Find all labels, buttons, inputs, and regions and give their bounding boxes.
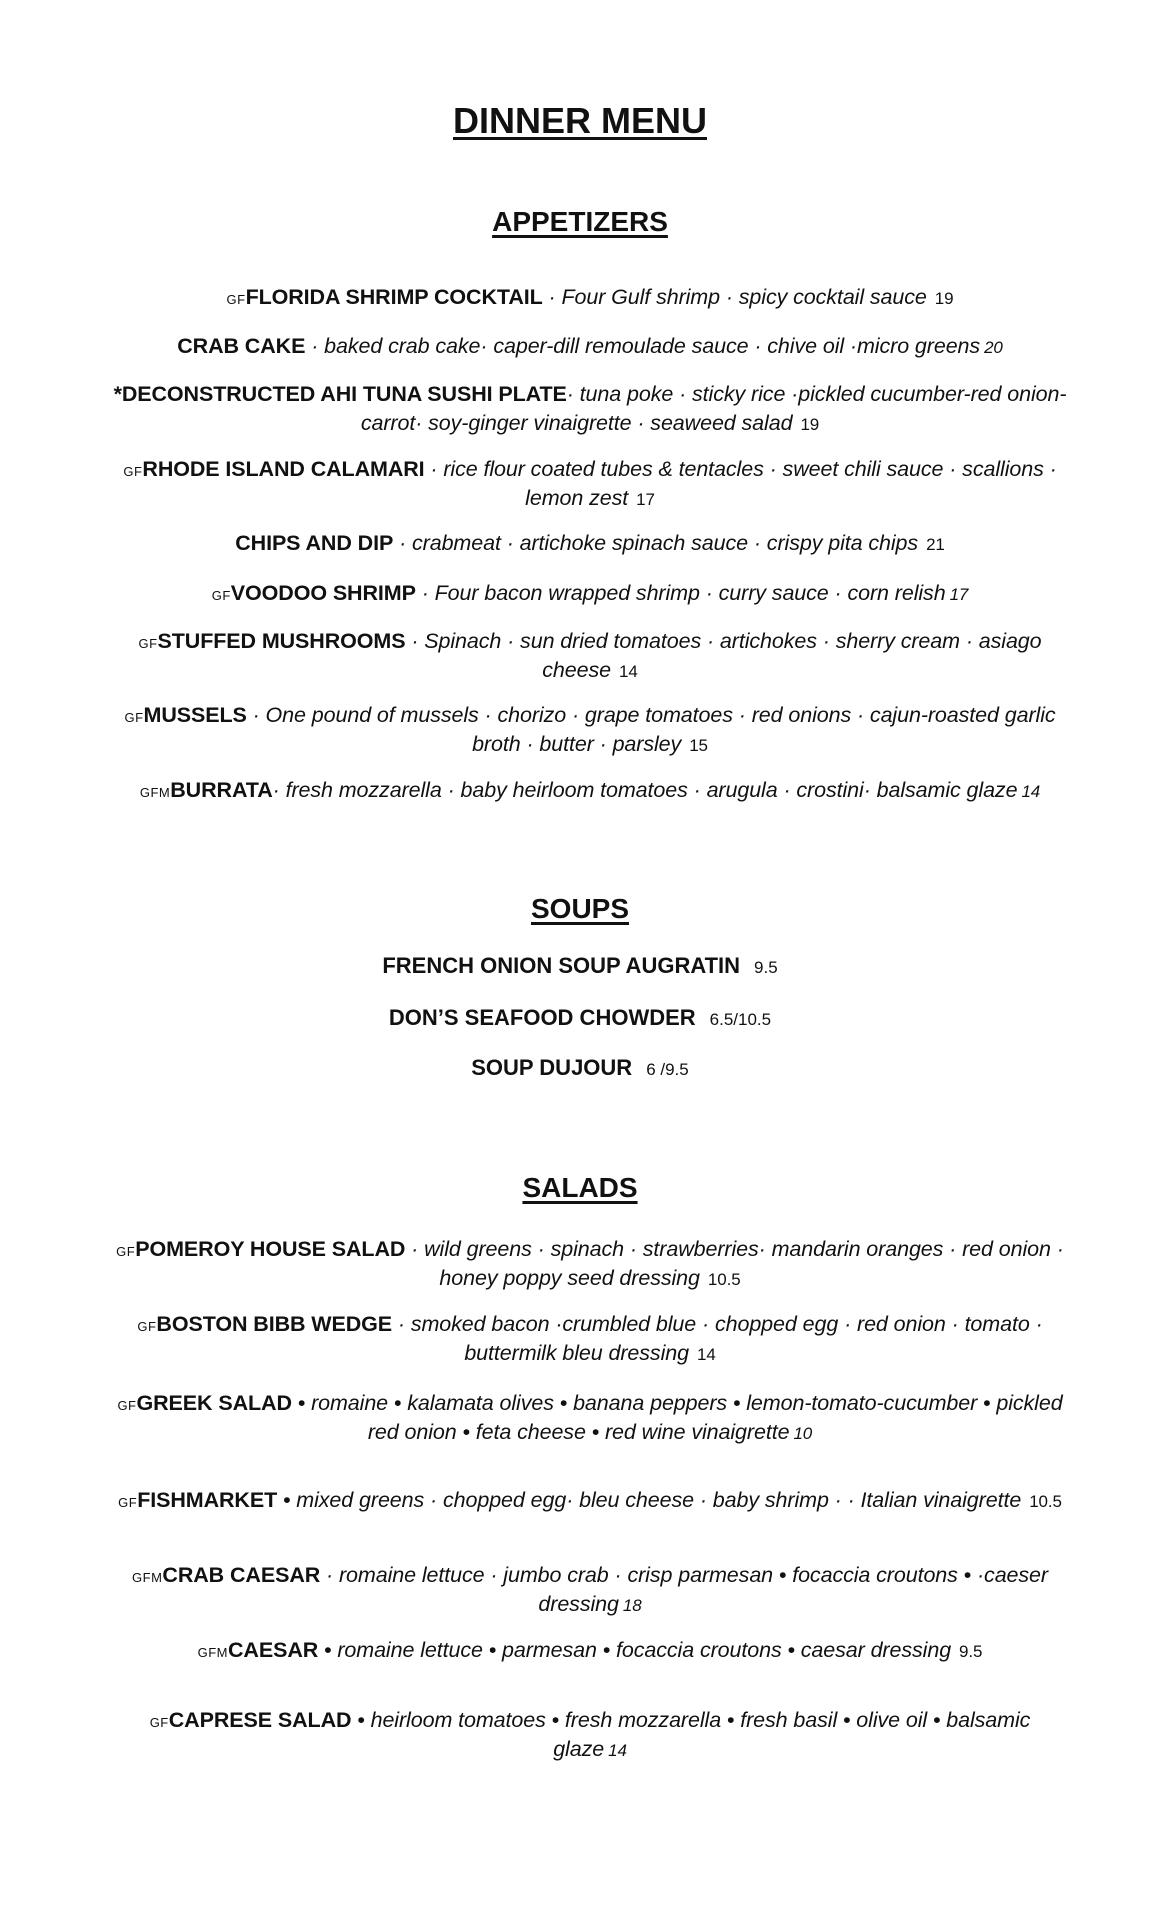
gluten-free-marker: GFM	[139, 785, 171, 800]
item-price: 14	[1021, 782, 1041, 801]
item-name: BOSTON BIBB WEDGE	[156, 1312, 393, 1336]
item-description: • romaine lettuce • parmesan • focaccia croutons • caesar dressing	[318, 1638, 952, 1662]
item-name: DON’S SEAFOOD CHOWDER	[388, 1005, 696, 1030]
menu-item	[110, 530, 1070, 559]
menu-item	[110, 284, 1070, 313]
item-name: POMEROY HOUSE SALAD	[135, 1237, 406, 1261]
item-name: CHIPS AND DIP	[235, 531, 394, 555]
item-name: FISHMARKET	[137, 1488, 278, 1512]
item-price: 15	[689, 736, 708, 755]
item-price: 9.5	[959, 1642, 983, 1661]
item-name: MUSSELS	[143, 703, 247, 727]
item-price: 14	[608, 1741, 627, 1760]
menu-item	[110, 1311, 1070, 1368]
item-description: · rice flour coated tubes & tentacles · sweet chili sauce · scallions · lemon zest	[424, 457, 1057, 510]
menu-item	[110, 702, 1070, 759]
gluten-free-marker: GF	[117, 1398, 137, 1413]
item-name: CRAB CAESAR	[162, 1563, 321, 1587]
menu-item	[110, 1236, 1070, 1293]
item-description: · crabmeat · artichoke spinach sauce · crispy pita chips	[393, 531, 919, 555]
item-price: 9.5	[754, 958, 778, 977]
gluten-free-marker: GFM	[132, 1570, 163, 1585]
menu-item	[110, 777, 1070, 806]
item-price: 10.5	[707, 1270, 741, 1289]
item-price: 20	[984, 338, 1003, 357]
gluten-free-marker: GF	[123, 464, 143, 479]
item-description: · One pound of mussels · chorizo · grape tomatoes · red onions · cajun-roasted garlic broth · butter · parsley	[246, 703, 1056, 756]
soup-item	[0, 1004, 1160, 1034]
soups-heading: SOUPS	[530, 893, 630, 924]
item-description: · Spinach · sun dried tomatoes · artichokes · sherry cream · asiago cheese	[405, 629, 1042, 682]
menu-item	[110, 580, 1070, 609]
item-price: 6 /9.5	[646, 1060, 689, 1079]
item-description: • romaine • kalamata olives • banana peppers • lemon-tomato-cucumber • pickled red onion • feta cheese • red wine vinaigrette	[291, 1391, 1063, 1444]
item-price: 21	[926, 535, 945, 554]
menu-item	[110, 1487, 1070, 1516]
item-description: · smoked bacon ·crumbled blue · chopped egg · red onion · tomato · buttermilk bleu dressing	[392, 1312, 1043, 1365]
item-price: 17	[949, 585, 969, 604]
gluten-free-marker: GF	[124, 710, 144, 725]
item-price: 10	[793, 1424, 813, 1443]
item-description: · tuna poke · sticky rice ·pickled cucumber-red onion-carrot· soy-ginger vinaigrette · seaweed salad	[360, 382, 1067, 435]
item-description: · romaine lettuce · jumbo crab · crisp parmesan • focaccia croutons • ·caeser dressing	[320, 1563, 1048, 1616]
item-name: BURRATA	[170, 778, 273, 802]
item-price: 17	[636, 490, 655, 509]
item-price: 19	[934, 289, 954, 308]
menu-item	[110, 333, 1070, 362]
soup-item	[0, 1054, 1160, 1084]
menu-item	[110, 1637, 1070, 1666]
item-name: CAPRESE SALAD	[168, 1708, 352, 1732]
menu-item	[110, 456, 1070, 513]
menu-item	[110, 628, 1070, 685]
soup-item	[0, 952, 1160, 982]
item-name: *DECONSTRUCTED AHI TUNA SUSHI PLATE	[113, 382, 567, 406]
menu-item	[110, 1707, 1070, 1764]
gluten-free-marker: GF	[211, 588, 231, 603]
item-description: · fresh mozzarella · baby heirloom tomatoes · arugula · crostini· balsamic glaze	[272, 778, 1018, 802]
item-description: · wild greens · spinach · strawberries· mandarin oranges · red onion · honey poppy seed dressing	[405, 1237, 1064, 1290]
item-description: · Four bacon wrapped shrimp · curry sauce · corn relish	[415, 581, 946, 605]
item-price: 14	[619, 662, 638, 681]
menu-title: DINNER MENU	[452, 100, 707, 141]
item-name: RHODE ISLAND CALAMARI	[142, 457, 425, 481]
gluten-free-marker: GF	[138, 636, 158, 651]
gluten-free-marker: GF	[149, 1715, 169, 1730]
item-name: CAESAR	[227, 1638, 319, 1662]
gluten-free-marker: GF	[137, 1319, 157, 1334]
appetizers-heading: APPETIZERS	[492, 206, 668, 237]
item-name: VOODOO SHRIMP	[230, 581, 416, 605]
item-name: SOUP DUJOUR	[471, 1055, 633, 1080]
menu-item	[110, 381, 1070, 438]
menu-item	[110, 1562, 1070, 1619]
item-name: CRAB CAKE	[177, 334, 306, 358]
item-name: FRENCH ONION SOUP AUGRATIN	[382, 953, 741, 978]
item-price: 14	[696, 1345, 716, 1364]
item-price: 10.5	[1029, 1492, 1062, 1511]
item-price: 19	[800, 415, 820, 434]
item-description: · baked crab cake· caper-dill remoulade sauce · chive oil ·micro greens	[305, 334, 981, 358]
item-description: · Four Gulf shrimp · spicy cocktail sauce	[542, 285, 927, 309]
gluten-free-marker: GFM	[197, 1645, 228, 1660]
gluten-free-marker: GF	[118, 1495, 138, 1510]
salads-heading: SALADS	[522, 1172, 638, 1203]
item-price: 18	[622, 1596, 642, 1615]
item-description: • mixed greens · chopped egg· bleu cheese · baby shrimp · · Italian vinaigrette	[277, 1488, 1022, 1512]
gluten-free-marker: GF	[226, 292, 246, 307]
item-name: GREEK SALAD	[136, 1391, 292, 1415]
menu-item	[110, 1390, 1070, 1447]
item-name: FLORIDA SHRIMP COCKTAIL	[245, 285, 543, 309]
item-description: • heirloom tomatoes • fresh mozzarella • fresh basil • olive oil • balsamic glaze	[351, 1708, 1031, 1761]
gluten-free-marker: GF	[116, 1244, 136, 1259]
item-name: STUFFED MUSHROOMS	[157, 629, 406, 653]
item-price: 6.5/10.5	[709, 1010, 772, 1029]
